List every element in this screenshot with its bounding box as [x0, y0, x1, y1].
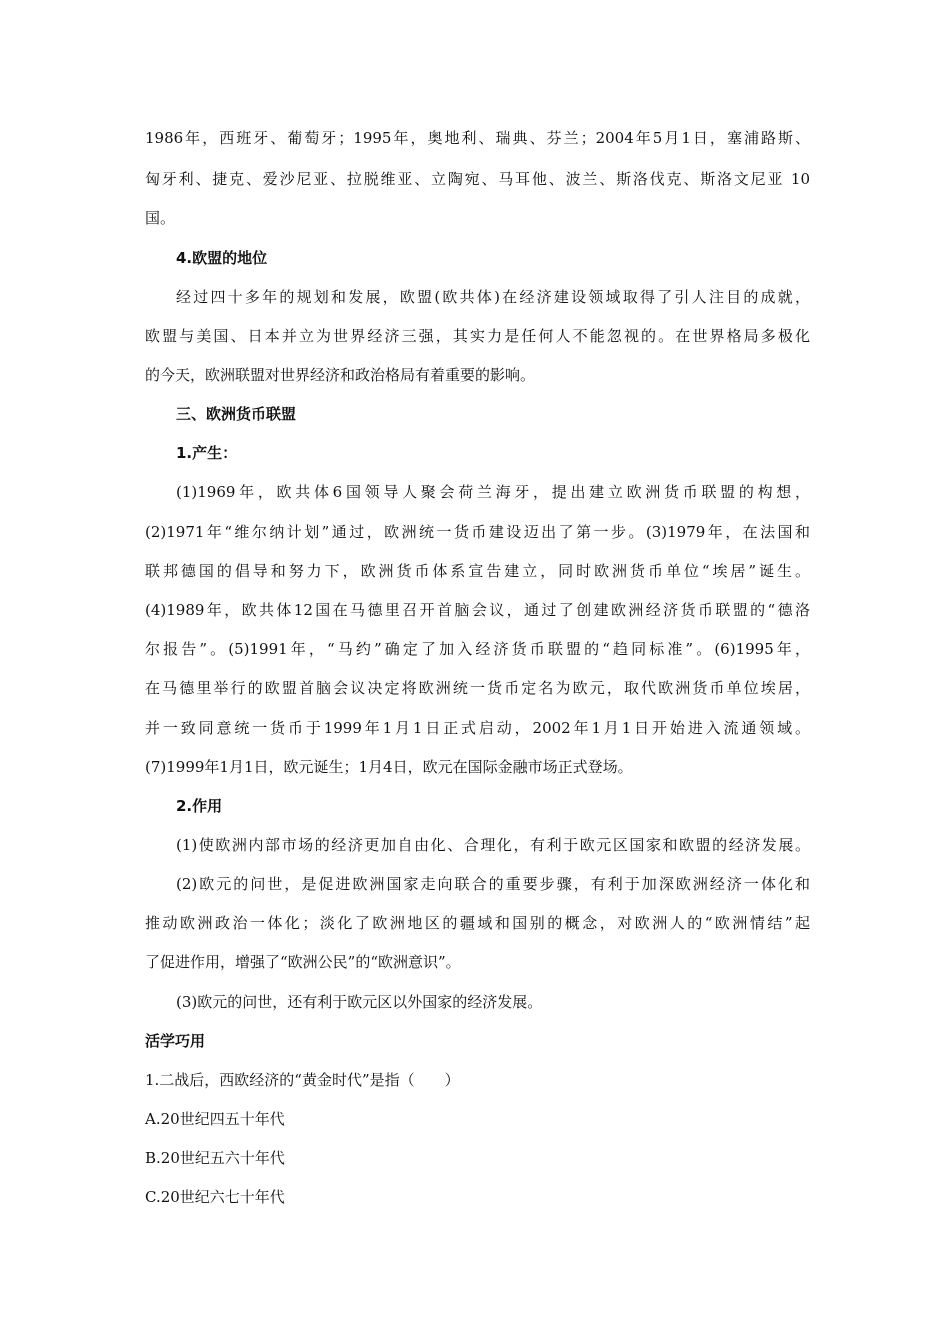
paragraph-line: 1986年，西班牙、葡萄牙；1995年，奥地利、瑞典、芬兰；2004年5月1日，塞浦路斯、	[145, 129, 810, 147]
paragraph-line: 并一致同意统一货币于1999年1月1日正式启动，2002年1月1日开始进入流通领域。	[145, 719, 810, 737]
paragraph-line: (7)1999年1月1日，欧元诞生；1月4日，欧元在国际金融市场正式登场。	[145, 758, 633, 776]
section-heading: 4.欧盟的地位	[176, 249, 268, 267]
answer-option: B.20世纪五六十年代	[145, 1149, 285, 1167]
paragraph-line: (4)1989年，欧共体12国在马德里召开首脑会议，通过了创建欧洲经济货币联盟的“德洛	[145, 601, 810, 619]
paragraph-line: (2)欧元的问世，是促进欧洲国家走向联合的重要步骤，有利于加深欧洲经济一体化和	[176, 875, 810, 893]
paragraph-line: 匈牙利、捷克、爱沙尼亚、拉脱维亚、立陶宛、马耳他、波兰、斯洛伐克、斯洛文尼亚 10	[145, 170, 810, 188]
question-stem: 1.二战后，西欧经济的“黄金时代”是指（ ）	[145, 1071, 460, 1089]
paragraph-line: 尔报告”。(5)1991年，“马约”确定了加入经济货币联盟的“趋同标准”。(6)1995年，	[145, 640, 810, 658]
paragraph-line: (3)欧元的问世，还有利于欧元区以外国家的经济发展。	[176, 993, 543, 1011]
section-heading: 活学巧用	[145, 1032, 206, 1050]
answer-option: C.20世纪六七十年代	[145, 1188, 285, 1206]
paragraph-line: 欧盟与美国、日本并立为世界经济三强，其实力是任何人不能忽视的。在世界格局多极化	[145, 327, 810, 345]
paragraph-line: 联邦德国的倡导和努力下，欧洲货币体系宣告建立，同时欧洲货币单位“埃居”诞生。	[145, 562, 810, 580]
paragraph-line: 推动欧洲政治一体化；淡化了欧洲地区的疆域和国别的概念，对欧洲人的“欧洲情结”起	[145, 914, 810, 932]
paragraph-line: 国。	[145, 209, 176, 227]
paragraph-line: (1)1969年，欧共体6国领导人聚会荷兰海牙，提出建立欧洲货币联盟的构想，	[176, 483, 810, 501]
section-heading: 三、欧洲货币联盟	[176, 405, 297, 423]
paragraph-line: (2)1971年“维尔纳计划”通过，欧洲统一货币建设迈出了第一步。(3)1979年，在法国和	[145, 523, 810, 541]
paragraph-line: 的今天，欧洲联盟对世界经济和政治格局有着重要的影响。	[145, 366, 536, 384]
section-heading: 2.作用	[176, 797, 223, 815]
paragraph-line: (1)使欧洲内部市场的经济更加自由化、合理化，有利于欧元区国家和欧盟的经济发展。	[176, 836, 810, 854]
section-heading: 1.产生：	[176, 444, 238, 462]
paragraph-line: 在马德里举行的欧盟首脑会议决定将欧洲统一货币定名为欧元，取代欧洲货币单位埃居，	[145, 679, 810, 697]
paragraph-line: 经过四十多年的规划和发展，欧盟(欧共体)在经济建设领域取得了引人注目的成就，	[176, 288, 810, 306]
answer-option: A.20世纪四五十年代	[145, 1110, 285, 1128]
paragraph-line: 了促进作用，增强了“欧洲公民”的“欧洲意识”。	[145, 953, 461, 971]
